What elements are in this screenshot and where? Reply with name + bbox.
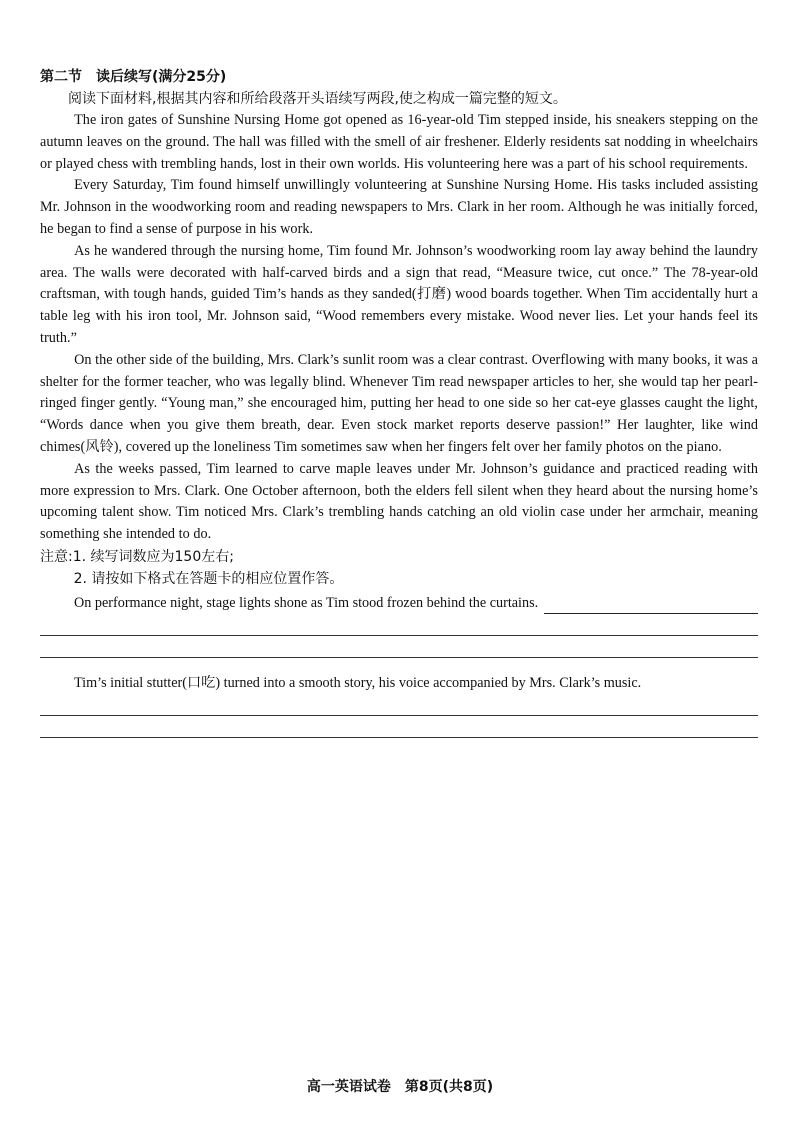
- section-title: 第二节 读后续写(满分25分): [40, 69, 227, 85]
- paragraph-starter-2: Tim’s initial stutter(口吃) turned into a smooth story, his voice accompanied by Mrs. Clark’s music.: [74, 674, 642, 691]
- answer-blank-inline: [544, 597, 758, 614]
- note-format: 2. 请按如下格式在答题卡的相应位置作答。: [73, 570, 344, 587]
- story-passage: [40, 110, 758, 546]
- story-paragraph-1: The iron gates of Sunshine Nursing Home got opened as 16-year-old Tim stepped inside, his sneakers stepping on the autumn leaves on the ground. The hall was filled with the smell of air freshener. Elderly residents sat nodding in wheelchairs or played chess with trembling hands, lost in their own worlds. His volunteering here was a part of his school requirements.: [40, 112, 758, 172]
- story-paragraph-5: As the weeks passed, Tim learned to carve maple leaves under Mr. Johnson’s guidance and practiced reading with more expression to Mrs. Clark. One October afternoon, both the elders fell silent when they heard about the nursing home’s upcoming talent show. Tim noticed Mrs. Clark’s trembling hands catching an old violin case under her armchair, meaning something she intended to do.: [40, 460, 758, 543]
- note-word-count: 注意:1. 续写词数应为150左右;: [40, 548, 234, 565]
- starter-1-text: On performance night, stage lights shone as Tim stood frozen behind the curtains.: [74, 594, 539, 611]
- answer-line: [40, 716, 758, 738]
- story-paragraph-2: Every Saturday, Tim found himself unwillingly volunteering at Sunshine Nursing Home. His tasks included assisting Mr. Johnson in the woodworking room and reading newspapers to Mrs. Clark in her room. Although he was initially forced, he began to find a sense of purpose in his work.: [40, 177, 758, 237]
- story-paragraph-3: As he wandered through the nursing home, Tim found Mr. Johnson’s woodworking room lay away behind the laundry area. The walls were decorated with half-carved birds and a sign that read, “Measure twice, cut once.” The 78-year-old craftsman, with tough hands, guided Tim’s hands as they sanded(打磨) wood boards together. When Tim accidentally hurt a table leg with his iron tool, Mr. Johnson said, “Wood remembers every mistake. Wood never lies. Let your hands feel its truth.”: [40, 242, 758, 346]
- exam-page: [40, 66, 758, 738]
- paragraph-starter-1: [40, 592, 758, 614]
- answer-line: [40, 636, 758, 658]
- task-instruction: 阅读下面材料,根据其内容和所给段落开头语续写两段,使之构成一篇完整的短文。: [68, 91, 567, 107]
- answer-line: [40, 614, 758, 636]
- story-paragraph-4: On the other side of the building, Mrs. Clark’s sunlit room was a clear contrast. Overflowing with many books, it was a shelter for the former teacher, who was legally blind. Whenever Tim read newspaper articles to her, she would tap her pearl-ringed finger gently. “Young man,” she encouraged him, putting her head to one side so her cat-eye glasses caught the light, “Words dance when you give them breath, dear. Even stock market reports deserve passion!” Her laughter, like wind chimes(风铃), covered up the loneliness Tim sometimes saw when her fingers felt over her family photos on the piano.: [40, 351, 758, 455]
- page-footer: 高一英语试卷 第8页(共8页): [306, 1079, 494, 1095]
- answer-line: [40, 694, 758, 716]
